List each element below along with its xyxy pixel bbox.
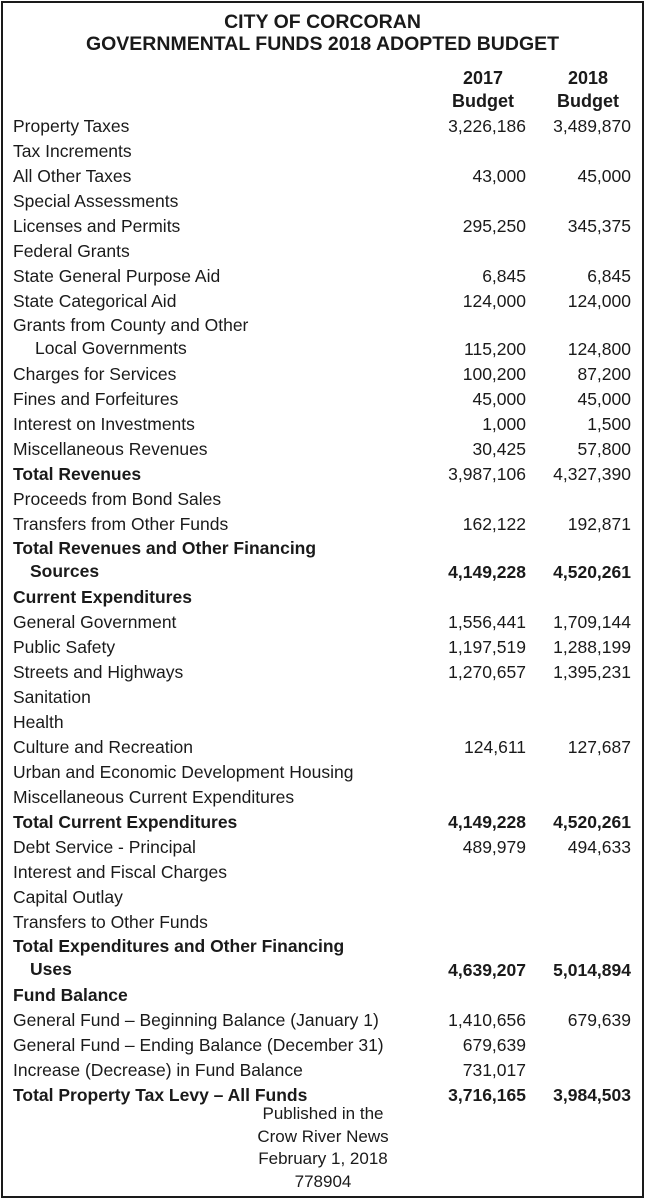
value-2018: 1,709,144 [553,612,631,632]
value-2018: 45,000 [577,389,631,409]
value-2017: 45,000 [472,389,526,409]
row-label-text: Total Revenues and Other Financing [13,538,317,558]
table-row [3,760,642,785]
row-label-text: General Fund – Beginning Balance (January 1) [13,1010,379,1030]
row-label-text: General Government [13,612,177,632]
row-label [13,785,294,810]
table-row [3,810,642,835]
row-label [13,860,227,885]
row-label-text: Total Current Expenditures [13,812,238,832]
row-label-text: Miscellaneous Revenues [13,439,208,459]
value-2018: 4,520,261 [553,562,631,582]
row-label [13,935,344,981]
value-2018: 45,000 [577,166,631,186]
row-label-text: Property Taxes [13,116,130,136]
row-label-text: Total Expenditures and Other Financing [13,936,345,956]
row-label-text: Transfers to Other Funds [13,912,208,932]
value-2018: 4,520,261 [553,812,631,832]
column-header-2017-label: Budget [452,91,514,111]
table-row [3,537,642,585]
table-row [3,983,642,1008]
publication-line-3: February 1, 2018 [258,1149,388,1168]
table-row [3,289,642,314]
value-2018: 87,200 [577,364,631,384]
table-row [3,264,642,289]
row-label-continuation: Uses [30,959,72,979]
value-2017: 124,611 [464,737,526,757]
table-row [3,710,642,735]
table-row [3,935,642,983]
row-label [13,885,123,910]
value-2018: 6,845 [587,266,631,286]
table-row [3,610,642,635]
notice-title [3,11,642,55]
value-2018: 124,800 [567,339,631,359]
title-line-1: CITY OF CORCORAN [224,11,421,33]
value-2018: 679,639 [567,1010,631,1030]
value-2017: 6,845 [482,266,526,286]
row-label [13,835,196,860]
table-row [3,835,642,860]
value-2017: 3,716,165 [448,1085,526,1105]
row-label [13,412,195,437]
row-label [13,264,220,289]
title-line-2: GOVERNMENTAL FUNDS 2018 ADOPTED BUDGET [85,33,560,55]
row-label-text: Charges for Services [13,364,177,384]
row-label [13,114,129,139]
row-label [13,164,131,189]
row-label [13,139,132,164]
row-label-text: Miscellaneous Current Expenditures [13,787,295,807]
value-2017: 115,200 [464,339,526,359]
value-2017: 43,000 [472,166,526,186]
value-2017: 3,226,186 [448,116,526,136]
table-row [3,585,642,610]
row-label-text: Sanitation [13,687,91,707]
value-2018: 127,687 [567,737,631,757]
table-row [3,164,642,189]
row-label [13,512,228,537]
row-label-text: General Fund – Ending Balance (December 31) [13,1035,384,1055]
row-label [13,487,221,512]
row-label-text: Proceeds from Bond Sales [13,489,222,509]
column-header-2017 [433,67,533,113]
row-label-text: Capital Outlay [13,887,123,907]
row-label-text: Licenses and Permits [13,216,181,236]
row-label-continuation: Local Governments [35,338,187,358]
row-label [13,710,64,735]
row-label-text: Transfers from Other Funds [13,514,229,534]
value-2018: 57,800 [577,439,631,459]
value-2018: 124,000 [567,291,631,311]
row-label [13,537,316,583]
row-label [13,189,178,214]
value-2018: 494,633 [567,837,631,857]
table-row [3,214,642,239]
table-row [3,1008,642,1033]
value-2017: 4,639,207 [448,960,526,980]
table-row [3,885,642,910]
row-label-text: Current Expenditures [13,587,192,607]
value-2017: 3,987,106 [448,464,526,484]
table-row [3,1058,642,1083]
row-label-text: Streets and Highways [13,662,184,682]
row-label [13,810,237,835]
row-label-text: State General Purpose Aid [13,266,221,286]
value-2017: 1,270,657 [448,662,526,682]
value-2017: 679,639 [462,1035,526,1055]
table-row [3,735,642,760]
row-label-text: Interest and Fiscal Charges [13,862,227,882]
row-label [13,214,180,239]
row-label-text: Total Property Tax Levy – All Funds [13,1085,308,1105]
row-label [13,1058,303,1083]
value-2017: 731,017 [462,1060,526,1080]
table-row [3,487,642,512]
value-2018: 4,327,390 [553,464,631,484]
row-label-text: State Categorical Aid [13,291,177,311]
row-label-text: Total Revenues [13,464,142,484]
budget-notice [1,1,644,1198]
value-2018: 1,500 [587,414,631,434]
table-row [3,785,642,810]
table-row [3,412,642,437]
table-row [3,139,642,164]
table-row [3,860,642,885]
table-row [3,239,642,264]
table-row [3,685,642,710]
row-label-text: Special Assessments [13,191,179,211]
table-row [3,314,642,362]
table-row [3,635,642,660]
row-label [13,735,193,760]
value-2017: 295,250 [462,216,526,236]
row-label [13,362,176,387]
table-row [3,437,642,462]
value-2017: 30,425 [472,439,526,459]
value-2017: 1,000 [482,414,526,434]
value-2018: 345,375 [567,216,631,236]
row-label-text: Interest on Investments [13,414,195,434]
value-2017: 4,149,228 [448,812,526,832]
row-label-continuation: Sources [30,561,100,581]
row-label [13,760,353,785]
row-label [13,289,176,314]
row-label [13,1033,384,1058]
table-row [3,910,642,935]
row-label [13,660,183,685]
publication-line-1: Published in the [262,1104,384,1123]
table-row [3,1033,642,1058]
row-label [13,910,208,935]
value-2018: 1,395,231 [553,662,631,682]
row-label [13,437,208,462]
row-label [13,387,178,412]
value-2018: 3,984,503 [553,1085,631,1105]
table-row [3,462,642,487]
value-2017: 100,200 [462,364,526,384]
value-2017: 489,979 [462,837,526,857]
value-2017: 1,197,519 [448,637,526,657]
row-label [13,1008,379,1033]
table-row [3,189,642,214]
row-label-text: Public Safety [13,637,116,657]
row-label [13,610,176,635]
table-row [3,512,642,537]
publication-note [223,1103,423,1193]
row-label-text: Fund Balance [13,985,128,1005]
row-label-text: Grants from County and Other [13,315,249,335]
value-2018: 1,288,199 [553,637,631,657]
row-label-text: Tax Increments [13,141,132,161]
row-label-text: Federal Grants [13,241,130,261]
value-2018: 192,871 [567,514,631,534]
column-header-2018 [538,67,638,113]
row-label-text: Culture and Recreation [13,737,193,757]
value-2018: 3,489,870 [553,116,631,136]
value-2017: 1,410,656 [448,1010,526,1030]
row-label [13,462,141,487]
row-label [13,635,115,660]
value-2017: 162,122 [462,514,526,534]
row-label-text: Health [13,712,64,732]
row-label-text: Fines and Forfeitures [13,389,179,409]
table-row [3,114,642,139]
row-label [13,239,130,264]
row-label [13,983,128,1008]
budget-table [3,114,642,1108]
value-2018: 5,014,894 [553,960,631,980]
table-row [3,362,642,387]
column-header-2017-year: 2017 [462,68,504,88]
table-row [3,660,642,685]
row-label-text: Increase (Decrease) in Fund Balance [13,1060,303,1080]
publication-line-2: Crow River News [257,1126,389,1146]
row-label [13,314,248,360]
row-label [13,685,91,710]
row-label-text: Debt Service - Principal [13,837,196,857]
table-row [3,387,642,412]
row-label-text: All Other Taxes [13,166,132,186]
publication-line-4: 778904 [294,1171,352,1191]
value-2017: 1,556,441 [448,612,526,632]
value-2017: 124,000 [462,291,526,311]
column-header-2018-year: 2018 [567,68,609,88]
row-label [13,585,192,610]
column-header-2018-label: Budget [557,91,619,111]
value-2017: 4,149,228 [448,562,526,582]
row-label-text: Urban and Economic Development Housing [13,762,354,782]
